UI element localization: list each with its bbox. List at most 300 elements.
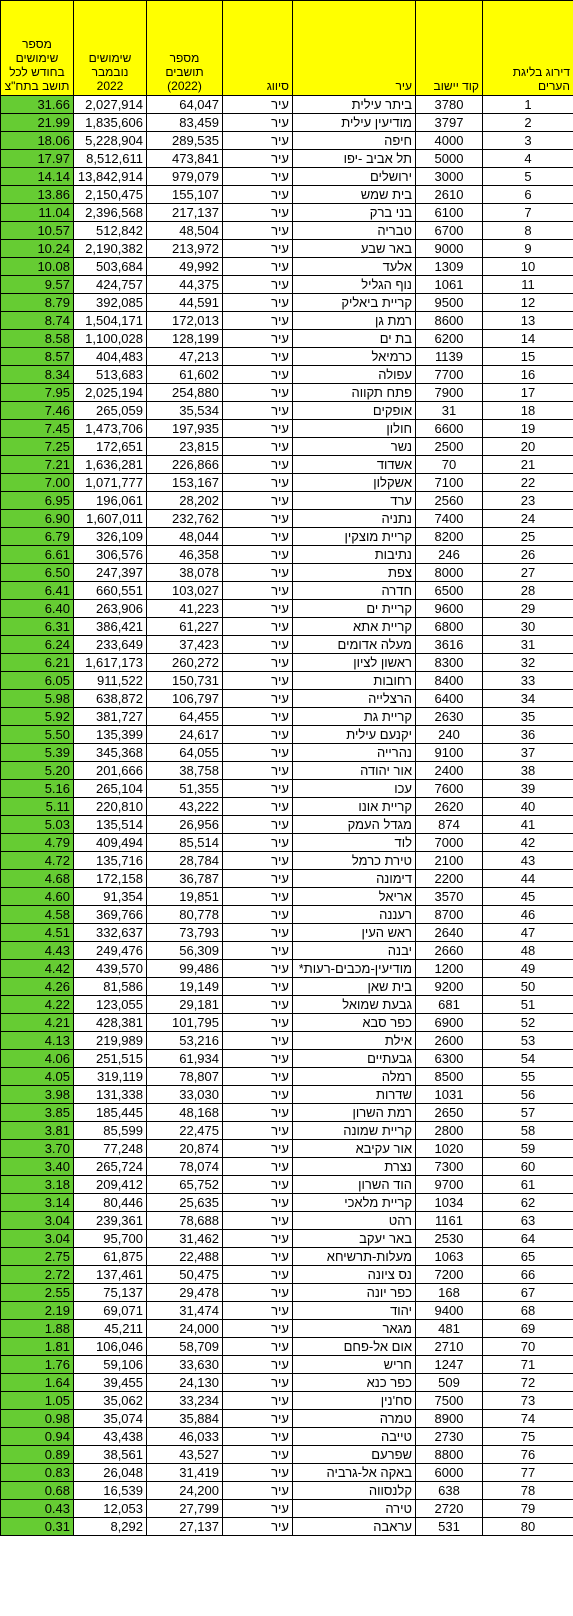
header-type: סיווג — [223, 1, 293, 96]
cell-type: עיר — [223, 1068, 293, 1086]
cell-residents: 61,602 — [147, 366, 223, 384]
cell-residents: 128,199 — [147, 330, 223, 348]
cell-residents: 58,709 — [147, 1338, 223, 1356]
cell-rank: 4 — [483, 150, 573, 168]
cell-uses: 12,053 — [74, 1500, 147, 1518]
cell-ratio: 6.31 — [1, 618, 74, 636]
cell-type: עיר — [223, 618, 293, 636]
cell-city: ירושלים — [293, 168, 416, 186]
cell-uses: 135,716 — [74, 852, 147, 870]
table-row — [1, 726, 573, 744]
table-row — [1, 294, 573, 312]
cell-type: עיר — [223, 600, 293, 618]
cell-ratio: 10.57 — [1, 222, 74, 240]
cell-ratio: 5.92 — [1, 708, 74, 726]
cell-residents: 101,795 — [147, 1014, 223, 1032]
cell-code: 2630 — [416, 708, 483, 726]
table-row — [1, 492, 573, 510]
table-row — [1, 1014, 573, 1032]
table-row — [1, 240, 573, 258]
cell-type: עיר — [223, 348, 293, 366]
cell-uses: 219,989 — [74, 1032, 147, 1050]
cell-residents: 83,459 — [147, 114, 223, 132]
cell-residents: 24,130 — [147, 1374, 223, 1392]
table-row — [1, 1302, 573, 1320]
cell-rank: 40 — [483, 798, 573, 816]
cell-ratio: 31.66 — [1, 96, 74, 114]
cell-residents: 33,030 — [147, 1086, 223, 1104]
table-row — [1, 1248, 573, 1266]
cell-uses: 1,504,171 — [74, 312, 147, 330]
cell-city: אום אל-פחם — [293, 1338, 416, 1356]
cell-residents: 29,181 — [147, 996, 223, 1014]
cell-code: 8200 — [416, 528, 483, 546]
cell-type: עיר — [223, 1050, 293, 1068]
cell-city: חדרה — [293, 582, 416, 600]
cell-city: יקנעם עילית — [293, 726, 416, 744]
cell-residents: 103,027 — [147, 582, 223, 600]
cell-ratio: 4.43 — [1, 942, 74, 960]
cell-code: 6200 — [416, 330, 483, 348]
cell-city: טמרה — [293, 1410, 416, 1428]
cell-type: עיר — [223, 384, 293, 402]
cell-rank: 47 — [483, 924, 573, 942]
cell-code: 2100 — [416, 852, 483, 870]
cell-uses: 265,104 — [74, 780, 147, 798]
cell-code: 70 — [416, 456, 483, 474]
cell-type: עיר — [223, 798, 293, 816]
cell-rank: 14 — [483, 330, 573, 348]
cell-type: עיר — [223, 528, 293, 546]
cell-rank: 33 — [483, 672, 573, 690]
cell-ratio: 6.50 — [1, 564, 74, 582]
cell-rank: 10 — [483, 258, 573, 276]
cell-uses: 332,637 — [74, 924, 147, 942]
cell-ratio: 5.16 — [1, 780, 74, 798]
cell-residents: 473,841 — [147, 150, 223, 168]
cell-type: עיר — [223, 204, 293, 222]
cell-rank: 19 — [483, 420, 573, 438]
cell-type: עיר — [223, 834, 293, 852]
cell-residents: 22,488 — [147, 1248, 223, 1266]
cell-uses: 2,025,194 — [74, 384, 147, 402]
table-row — [1, 1428, 573, 1446]
cell-ratio: 0.98 — [1, 1410, 74, 1428]
cell-uses: 503,684 — [74, 258, 147, 276]
cell-ratio: 18.06 — [1, 132, 74, 150]
cell-residents: 35,534 — [147, 402, 223, 420]
cell-residents: 50,475 — [147, 1266, 223, 1284]
cell-code: 7400 — [416, 510, 483, 528]
cell-residents: 27,799 — [147, 1500, 223, 1518]
cell-uses: 106,046 — [74, 1338, 147, 1356]
cell-code: 246 — [416, 546, 483, 564]
cell-type: עיר — [223, 114, 293, 132]
cell-rank: 68 — [483, 1302, 573, 1320]
table-row — [1, 1086, 573, 1104]
cell-rank: 43 — [483, 852, 573, 870]
cell-uses: 345,368 — [74, 744, 147, 762]
cell-code: 8600 — [416, 312, 483, 330]
cell-city: קריית אונו — [293, 798, 416, 816]
cell-city: רמת גן — [293, 312, 416, 330]
table-row — [1, 1212, 573, 1230]
cell-rank: 26 — [483, 546, 573, 564]
cell-ratio: 1.76 — [1, 1356, 74, 1374]
cell-type: עיר — [223, 1428, 293, 1446]
cell-code: 7600 — [416, 780, 483, 798]
cell-ratio: 6.95 — [1, 492, 74, 510]
cell-rank: 37 — [483, 744, 573, 762]
cell-residents: 56,309 — [147, 942, 223, 960]
cell-rank: 49 — [483, 960, 573, 978]
cell-city: עראבה — [293, 1518, 416, 1536]
cell-type: עיר — [223, 1482, 293, 1500]
cell-residents: 153,167 — [147, 474, 223, 492]
table-row — [1, 168, 573, 186]
cell-city: טירה — [293, 1500, 416, 1518]
cell-residents: 73,793 — [147, 924, 223, 942]
cell-type: עיר — [223, 276, 293, 294]
cell-city: נצרת — [293, 1158, 416, 1176]
cell-rank: 59 — [483, 1140, 573, 1158]
cell-ratio: 0.94 — [1, 1428, 74, 1446]
cell-type: עיר — [223, 1374, 293, 1392]
cell-rank: 25 — [483, 528, 573, 546]
cell-uses: 75,137 — [74, 1284, 147, 1302]
table-row — [1, 150, 573, 168]
cell-residents: 217,137 — [147, 204, 223, 222]
table-row — [1, 780, 573, 798]
cell-code: 2660 — [416, 942, 483, 960]
cell-rank: 38 — [483, 762, 573, 780]
cell-type: עיר — [223, 1446, 293, 1464]
cell-code: 481 — [416, 1320, 483, 1338]
cell-city: רמת השרון — [293, 1104, 416, 1122]
cell-code: 1200 — [416, 960, 483, 978]
cell-city: אור עקיבא — [293, 1140, 416, 1158]
cell-residents: 61,227 — [147, 618, 223, 636]
cell-rank: 76 — [483, 1446, 573, 1464]
cell-residents: 47,213 — [147, 348, 223, 366]
cell-residents: 23,815 — [147, 438, 223, 456]
cell-type: עיר — [223, 1032, 293, 1050]
cell-ratio: 6.05 — [1, 672, 74, 690]
cell-uses: 43,438 — [74, 1428, 147, 1446]
cell-type: עיר — [223, 780, 293, 798]
cell-rank: 78 — [483, 1482, 573, 1500]
cell-type: עיר — [223, 258, 293, 276]
cell-rank: 50 — [483, 978, 573, 996]
cell-ratio: 11.04 — [1, 204, 74, 222]
cell-ratio: 3.40 — [1, 1158, 74, 1176]
table-row — [1, 672, 573, 690]
cell-residents: 289,535 — [147, 132, 223, 150]
cell-rank: 5 — [483, 168, 573, 186]
cell-city: קריית ים — [293, 600, 416, 618]
cell-residents: 226,866 — [147, 456, 223, 474]
cell-type: עיר — [223, 924, 293, 942]
cell-city: מגאר — [293, 1320, 416, 1338]
table-row — [1, 906, 573, 924]
cell-uses: 59,106 — [74, 1356, 147, 1374]
cell-uses: 35,074 — [74, 1410, 147, 1428]
cell-city: כפר יונה — [293, 1284, 416, 1302]
cell-ratio: 1.05 — [1, 1392, 74, 1410]
cell-city: נתניה — [293, 510, 416, 528]
cell-code: 7200 — [416, 1266, 483, 1284]
cell-uses: 35,062 — [74, 1392, 147, 1410]
cell-uses: 81,586 — [74, 978, 147, 996]
cell-residents: 172,013 — [147, 312, 223, 330]
cell-residents: 44,591 — [147, 294, 223, 312]
cell-type: עיר — [223, 1320, 293, 1338]
cell-residents: 48,044 — [147, 528, 223, 546]
cell-uses: 69,071 — [74, 1302, 147, 1320]
cell-city: אופקים — [293, 402, 416, 420]
cell-uses: 306,576 — [74, 546, 147, 564]
cell-uses: 409,494 — [74, 834, 147, 852]
cell-residents: 19,149 — [147, 978, 223, 996]
cell-type: עיר — [223, 978, 293, 996]
cell-city: נס ציונה — [293, 1266, 416, 1284]
cell-code: 9600 — [416, 600, 483, 618]
cell-ratio: 8.74 — [1, 312, 74, 330]
table-row — [1, 258, 573, 276]
table-row — [1, 1122, 573, 1140]
cell-city: הוד השרון — [293, 1176, 416, 1194]
cell-type: עיר — [223, 1194, 293, 1212]
cell-type: עיר — [223, 1518, 293, 1536]
cell-ratio: 8.79 — [1, 294, 74, 312]
cell-city: כפר סבא — [293, 1014, 416, 1032]
cell-ratio: 0.31 — [1, 1518, 74, 1536]
cell-rank: 70 — [483, 1338, 573, 1356]
cell-residents: 232,762 — [147, 510, 223, 528]
cell-uses: 319,119 — [74, 1068, 147, 1086]
cell-code: 7300 — [416, 1158, 483, 1176]
table-row — [1, 600, 573, 618]
cell-city: אילת — [293, 1032, 416, 1050]
cell-city: טירת כרמל — [293, 852, 416, 870]
cell-residents: 20,874 — [147, 1140, 223, 1158]
cell-uses: 8,292 — [74, 1518, 147, 1536]
table-row — [1, 942, 573, 960]
cell-residents: 26,956 — [147, 816, 223, 834]
cell-ratio: 2.19 — [1, 1302, 74, 1320]
cell-type: עיר — [223, 240, 293, 258]
cell-residents: 106,797 — [147, 690, 223, 708]
cell-city: ראש העין — [293, 924, 416, 942]
cell-type: עיר — [223, 366, 293, 384]
cell-uses: 172,158 — [74, 870, 147, 888]
cell-residents: 46,358 — [147, 546, 223, 564]
cell-uses: 77,248 — [74, 1140, 147, 1158]
cell-city: דימונה — [293, 870, 416, 888]
table-row — [1, 798, 573, 816]
cell-city: בית שאן — [293, 978, 416, 996]
cell-rank: 77 — [483, 1464, 573, 1482]
cell-type: עיר — [223, 294, 293, 312]
table-row — [1, 456, 573, 474]
cell-ratio: 0.43 — [1, 1500, 74, 1518]
cell-rank: 18 — [483, 402, 573, 420]
cell-residents: 35,884 — [147, 1410, 223, 1428]
cell-uses: 381,727 — [74, 708, 147, 726]
cell-rank: 2 — [483, 114, 573, 132]
cell-code: 9500 — [416, 294, 483, 312]
cell-uses: 424,757 — [74, 276, 147, 294]
cell-rank: 32 — [483, 654, 573, 672]
cell-code: 2400 — [416, 762, 483, 780]
cell-type: עיר — [223, 942, 293, 960]
cell-rank: 8 — [483, 222, 573, 240]
cell-ratio: 6.21 — [1, 654, 74, 672]
table-row — [1, 1176, 573, 1194]
cell-city: כפר כנא — [293, 1374, 416, 1392]
header-residents: מספר תושבים (2022) — [147, 1, 223, 96]
cell-city: אור יהודה — [293, 762, 416, 780]
cell-code: 6600 — [416, 420, 483, 438]
cell-rank: 30 — [483, 618, 573, 636]
cell-type: עיר — [223, 1140, 293, 1158]
cell-rank: 64 — [483, 1230, 573, 1248]
cell-rank: 71 — [483, 1356, 573, 1374]
cell-residents: 38,078 — [147, 564, 223, 582]
cell-rank: 80 — [483, 1518, 573, 1536]
cell-ratio: 4.58 — [1, 906, 74, 924]
cell-rank: 31 — [483, 636, 573, 654]
table-row — [1, 1338, 573, 1356]
cell-type: עיר — [223, 1302, 293, 1320]
cell-ratio: 2.72 — [1, 1266, 74, 1284]
cell-rank: 57 — [483, 1104, 573, 1122]
cell-city: בת ים — [293, 330, 416, 348]
cell-uses: 85,599 — [74, 1122, 147, 1140]
cell-rank: 55 — [483, 1068, 573, 1086]
table-row — [1, 474, 573, 492]
cell-ratio: 4.60 — [1, 888, 74, 906]
cell-code: 2620 — [416, 798, 483, 816]
cell-code: 1139 — [416, 348, 483, 366]
cell-ratio: 4.13 — [1, 1032, 74, 1050]
cell-ratio: 9.57 — [1, 276, 74, 294]
cell-rank: 56 — [483, 1086, 573, 1104]
table-row — [1, 618, 573, 636]
table-row — [1, 816, 573, 834]
cell-type: עיר — [223, 582, 293, 600]
cell-uses: 404,483 — [74, 348, 147, 366]
cell-uses: 1,607,011 — [74, 510, 147, 528]
cell-rank: 13 — [483, 312, 573, 330]
table-row — [1, 1230, 573, 1248]
cell-ratio: 6.40 — [1, 600, 74, 618]
cell-residents: 53,216 — [147, 1032, 223, 1050]
cell-code: 2200 — [416, 870, 483, 888]
cell-uses: 392,085 — [74, 294, 147, 312]
cell-uses: 326,109 — [74, 528, 147, 546]
table-row — [1, 438, 573, 456]
cell-ratio: 13.86 — [1, 186, 74, 204]
cell-city: נשר — [293, 438, 416, 456]
cell-ratio: 21.99 — [1, 114, 74, 132]
cell-type: עיר — [223, 1104, 293, 1122]
cell-residents: 64,055 — [147, 744, 223, 762]
cell-rank: 15 — [483, 348, 573, 366]
cell-type: עיר — [223, 906, 293, 924]
cell-type: עיר — [223, 1284, 293, 1302]
cell-uses: 265,724 — [74, 1158, 147, 1176]
cell-residents: 254,880 — [147, 384, 223, 402]
cell-code: 6700 — [416, 222, 483, 240]
table-row — [1, 1104, 573, 1122]
cell-rank: 1 — [483, 96, 573, 114]
cell-ratio: 4.22 — [1, 996, 74, 1014]
cell-uses: 660,551 — [74, 582, 147, 600]
table-row — [1, 654, 573, 672]
cell-type: עיר — [223, 744, 293, 762]
cell-residents: 29,478 — [147, 1284, 223, 1302]
cell-code: 2720 — [416, 1500, 483, 1518]
cell-residents: 48,504 — [147, 222, 223, 240]
cell-rank: 48 — [483, 942, 573, 960]
cell-city: חיפה — [293, 132, 416, 150]
cell-code: 168 — [416, 1284, 483, 1302]
cell-uses: 439,570 — [74, 960, 147, 978]
cell-residents: 37,423 — [147, 636, 223, 654]
cell-uses: 16,539 — [74, 1482, 147, 1500]
cell-city: חולון — [293, 420, 416, 438]
cell-type: עיר — [223, 654, 293, 672]
table-row — [1, 978, 573, 996]
cell-city: גבעתיים — [293, 1050, 416, 1068]
table-row — [1, 744, 573, 762]
cell-residents: 48,168 — [147, 1104, 223, 1122]
cell-city: סח'נין — [293, 1392, 416, 1410]
cell-code: 1161 — [416, 1212, 483, 1230]
cell-ratio: 3.18 — [1, 1176, 74, 1194]
cell-uses: 1,071,777 — [74, 474, 147, 492]
cell-code: 2730 — [416, 1428, 483, 1446]
cell-uses: 5,228,904 — [74, 132, 147, 150]
cell-rank: 17 — [483, 384, 573, 402]
cell-type: עיר — [223, 762, 293, 780]
cell-rank: 28 — [483, 582, 573, 600]
cell-uses: 80,446 — [74, 1194, 147, 1212]
table-row — [1, 888, 573, 906]
cell-code: 9100 — [416, 744, 483, 762]
cell-ratio: 4.79 — [1, 834, 74, 852]
table-row — [1, 1284, 573, 1302]
cell-code: 2600 — [416, 1032, 483, 1050]
cell-type: עיר — [223, 150, 293, 168]
cell-rank: 62 — [483, 1194, 573, 1212]
cell-code: 7100 — [416, 474, 483, 492]
cell-ratio: 0.68 — [1, 1482, 74, 1500]
cell-code: 8800 — [416, 1446, 483, 1464]
cell-city: שדרות — [293, 1086, 416, 1104]
cell-rank: 3 — [483, 132, 573, 150]
cell-ratio: 2.55 — [1, 1284, 74, 1302]
cell-residents: 22,475 — [147, 1122, 223, 1140]
cell-uses: 172,651 — [74, 438, 147, 456]
cell-rank: 23 — [483, 492, 573, 510]
cell-ratio: 4.51 — [1, 924, 74, 942]
cell-rank: 75 — [483, 1428, 573, 1446]
cell-ratio: 5.20 — [1, 762, 74, 780]
cell-rank: 21 — [483, 456, 573, 474]
cell-type: עיר — [223, 96, 293, 114]
